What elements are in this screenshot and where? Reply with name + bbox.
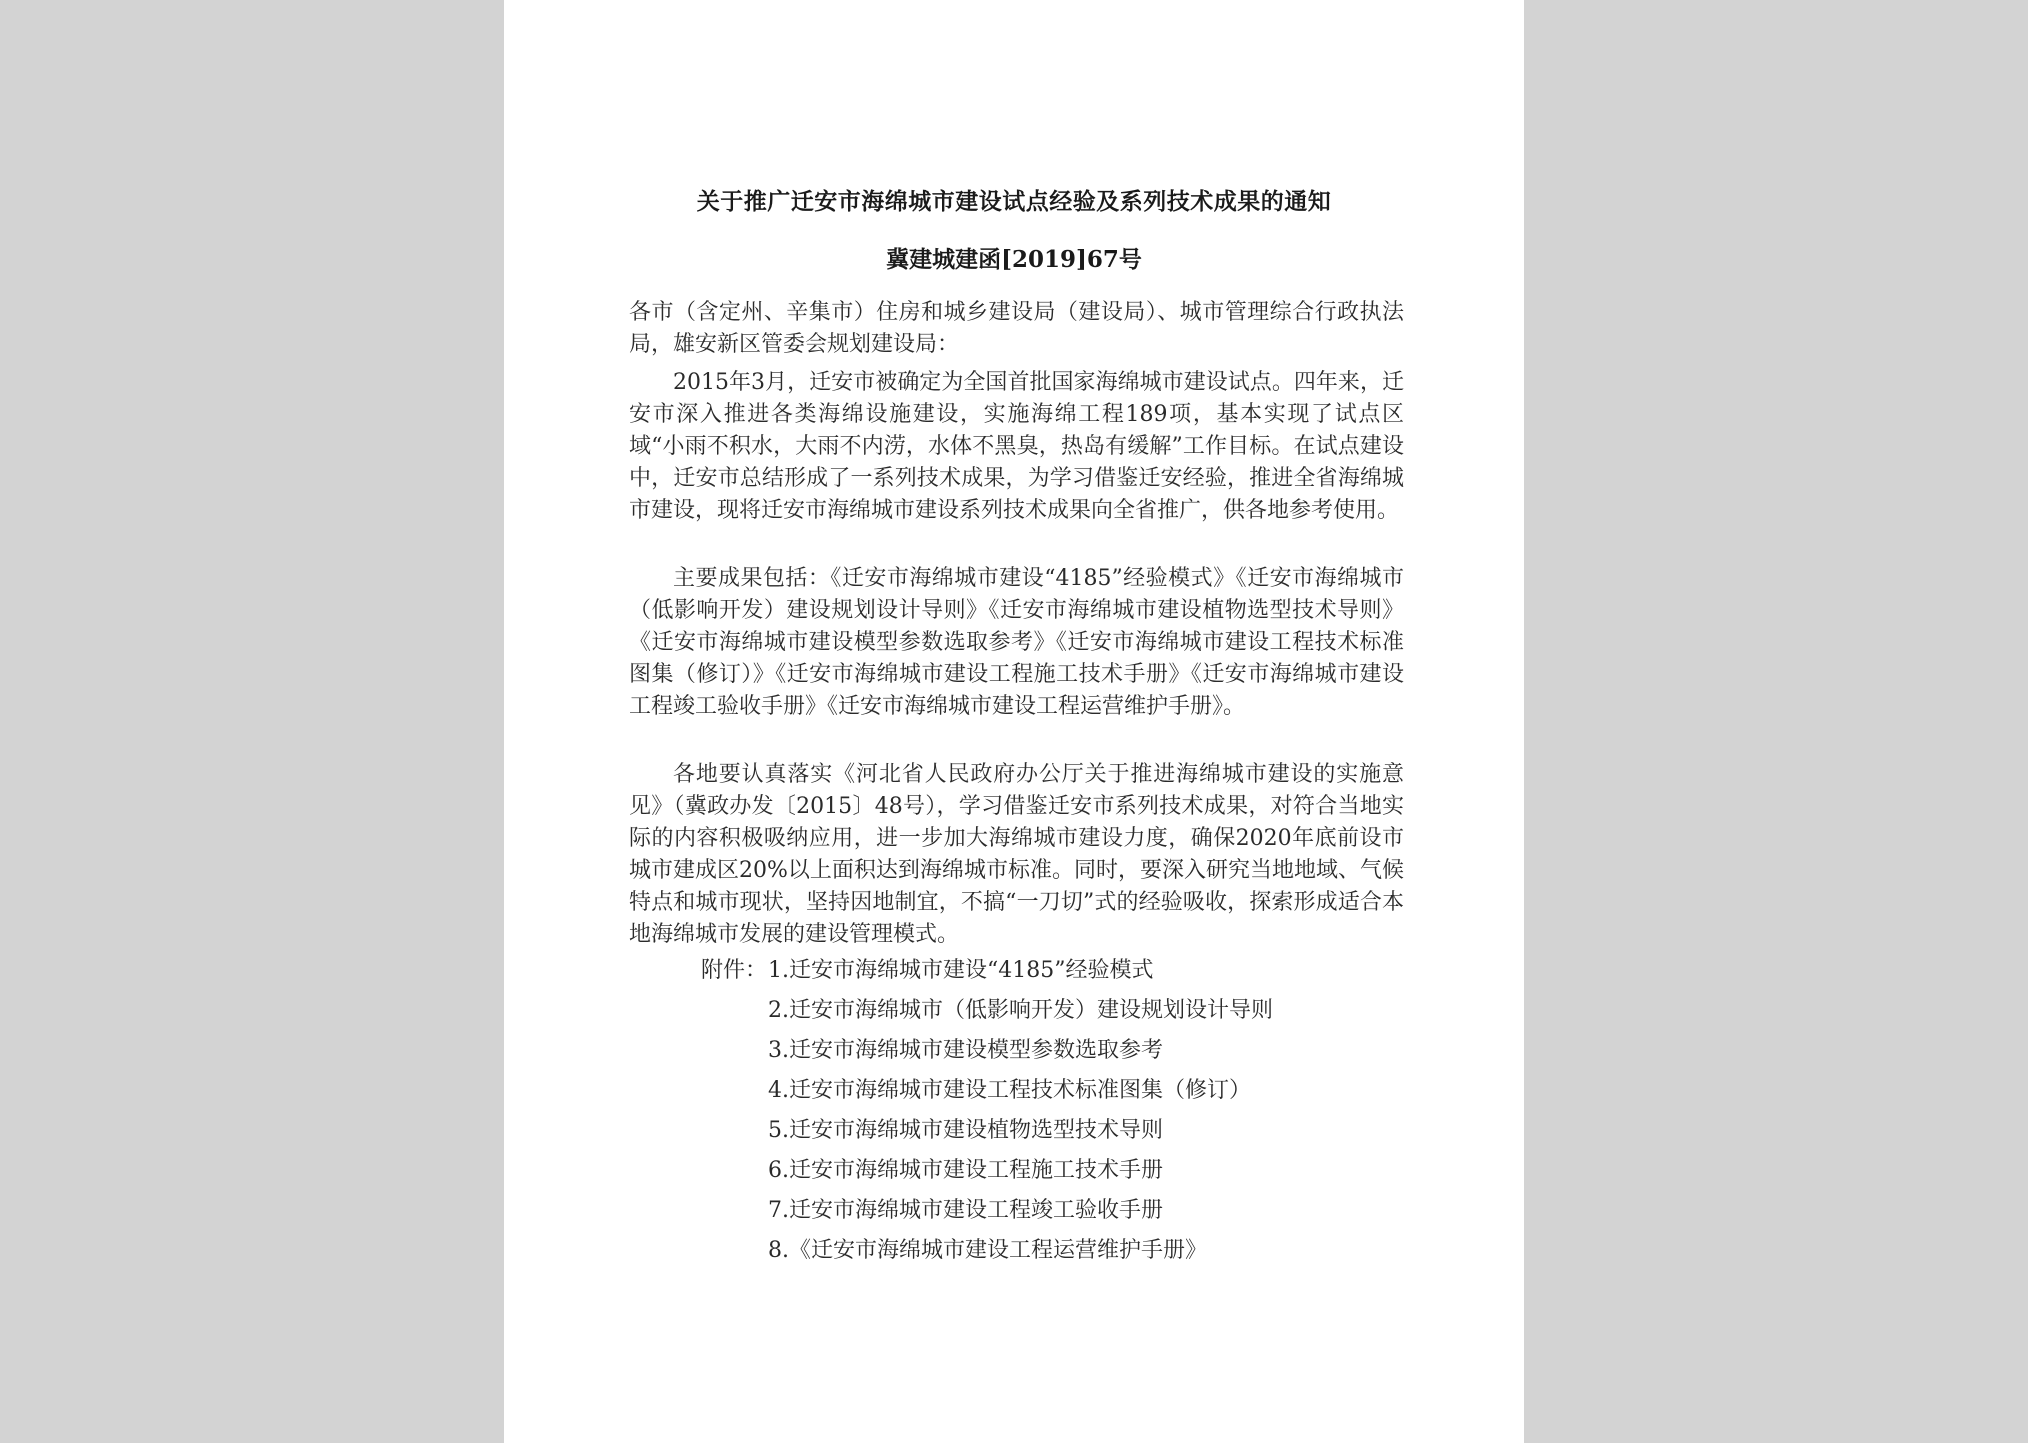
attachment-item: 4.迁安市海绵城市建设工程技术标准图集（修订） <box>768 1078 1251 1103</box>
attachment-item: 8.《迁安市海绵城市建设工程运营维护手册》 <box>768 1238 1207 1263</box>
attachment-item: 3.迁安市海绵城市建设模型参数选取参考 <box>768 1038 1163 1063</box>
attachment-item: 5.迁安市海绵城市建设植物选型技术导则 <box>768 1118 1163 1143</box>
document-page <box>504 0 1524 1443</box>
attachment-item: 6.迁安市海绵城市建设工程施工技术手册 <box>768 1158 1163 1183</box>
paragraph-requirements: 各地要认真落实《河北省人民政府办公厅关于推进海绵城市建设的实施意见》（冀政办发〔2015〕48号），学习借鉴迁安市系列技术成果，对符合当地实际的内容积极吸纳应用，进一步加大海绵城市建设力度，确保2020年底前设市城市建成区20%以上面积达到海绵城市标准。同时，要深入研究当地地域、气候特点和城市现状，坚持因地制宜，不搞“一刀切”式的经验吸收，探索形成适合本地海绵城市发展的建设管理模式。 <box>629 762 1404 947</box>
document-title: 关于推广迁安市海绵城市建设试点经验及系列技术成果的通知 <box>696 188 1332 215</box>
paragraph-main-results: 主要成果包括：《迁安市海绵城市建设“4185”经验模式》《迁安市海绵城市（低影响开发）建设规划设计导则》《迁安市海绵城市建设植物选型技术导则》《迁安市海绵城市建设模型参数选取参考》《迁安市海绵城市建设工程技术标准图集（修订）》《迁安市海绵城市建设工程施工技术手册》《迁安市海绵城市建设工程竣工验收手册》《迁安市海绵城市建设工程运营维护手册》。 <box>629 566 1404 719</box>
attachment-item: 7.迁安市海绵城市建设工程竣工验收手册 <box>768 1198 1163 1223</box>
attachment-item: 1.迁安市海绵城市建设“4185”经验模式 <box>768 958 1154 983</box>
addressee: 各市（含定州、辛集市）住房和城乡建设局（建设局）、城市管理综合行政执法局，雄安新区管委会规划建设局： <box>629 300 1404 357</box>
attachments-list <box>768 955 1273 1275</box>
attachment-item: 2.迁安市海绵城市（低影响开发）建设规划设计导则 <box>768 998 1273 1023</box>
document-number: 冀建城建函[2019]67号 <box>886 246 1142 273</box>
paragraph-background: 2015年3月，迁安市被确定为全国首批国家海绵城市建设试点。四年来，迁安市深入推进各类海绵设施建设，实施海绵工程189项，基本实现了试点区域“小雨不积水，大雨不内涝，水体不黑臭，热岛有缓解”工作目标。在试点建设中，迁安市总结形成了一系列技术成果，为学习借鉴迁安经验，推进全省海绵城市建设，现将迁安市海绵城市建设系列技术成果向全省推广，供各地参考使用。 <box>629 370 1404 523</box>
attachments-label: 附件： <box>701 958 768 983</box>
